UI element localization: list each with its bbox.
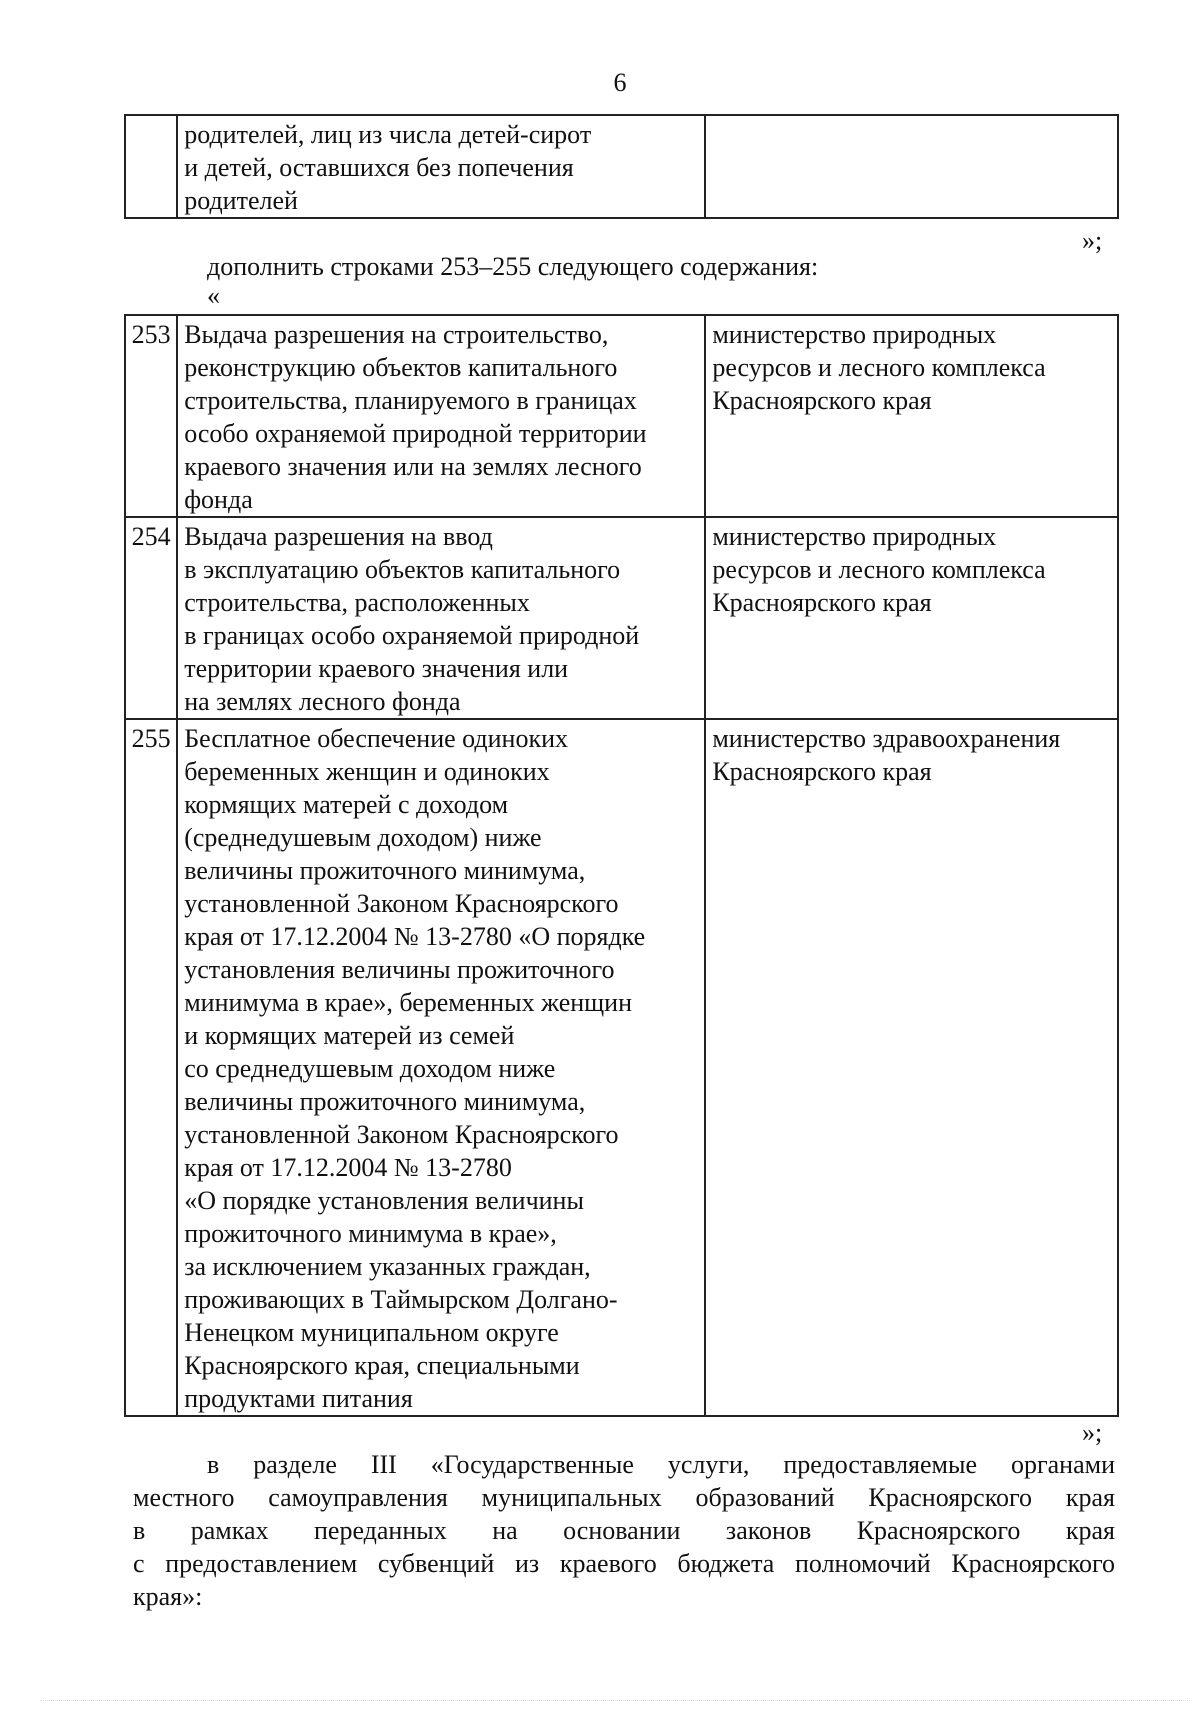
- service-cell: [177, 315, 705, 517]
- service-line: продуктами питания: [184, 1384, 413, 1413]
- page-number: 6: [613, 68, 627, 97]
- service-line: Красноярского края, специальными: [184, 1351, 580, 1380]
- service-line: установленной Законом Красноярского: [184, 1120, 619, 1149]
- opening-quote: «: [207, 281, 220, 310]
- organization-line: министерство природных: [712, 320, 997, 349]
- organization-line: Красноярского края: [712, 386, 932, 415]
- organization-cell: [705, 115, 1118, 218]
- service-line: фонда: [184, 485, 253, 514]
- service-line: (среднедушевым доходом) ниже: [184, 823, 542, 852]
- service-line: краевого значения или на землях лесного: [184, 452, 642, 481]
- table-row: [125, 719, 1118, 1416]
- section-paragraph: [133, 1448, 1115, 1613]
- service-line: на землях лесного фонда: [184, 687, 461, 716]
- organization-line: ресурсов и лесного комплекса: [712, 555, 1046, 584]
- service-line: родителей, лиц из числа детей-сирот: [184, 120, 592, 149]
- service-line: величины прожиточного минимума,: [184, 1087, 586, 1116]
- row-number-cell: 255: [125, 719, 177, 1416]
- service-line: особо охраняемой природной территории: [184, 419, 647, 448]
- service-line: кормящих матерей с доходом: [184, 790, 509, 819]
- service-cell: [177, 115, 705, 218]
- paragraph-line: с предоставлением субвенций из краевого бюджета полномочий Красноярского: [133, 1549, 1115, 1578]
- table-row: [125, 115, 1118, 218]
- service-line: проживающих в Таймырском Долгано-: [184, 1285, 618, 1314]
- service-line: и кормящих матерей из семей: [184, 1021, 515, 1050]
- service-line: строительства, расположенных: [184, 588, 530, 617]
- service-line: Бесплатное обеспечение одиноких: [184, 724, 569, 753]
- paragraph-line: края»:: [133, 1582, 203, 1611]
- service-line: реконструкцию объектов капитального: [184, 353, 618, 382]
- service-line: за исключением указанных граждан,: [184, 1252, 591, 1281]
- scan-artifact: [40, 1700, 1190, 1707]
- service-line: строительства, планируемого в границах: [184, 386, 637, 415]
- table-row: [125, 315, 1118, 517]
- paragraph-line: в рамках переданных на основании законов Красноярского края: [133, 1516, 1115, 1545]
- organization-line: министерство здравоохранения: [712, 724, 1061, 753]
- organization-cell: [705, 315, 1118, 517]
- row-number-cell: 253: [125, 315, 177, 517]
- service-line: величины прожиточного минимума,: [184, 856, 586, 885]
- service-line: минимума в крае», беременных женщин: [184, 988, 632, 1017]
- service-line: в границах особо охраняемой природной: [184, 621, 640, 650]
- service-line: беременных женщин и одиноких: [184, 757, 550, 786]
- service-line: установленной Законом Красноярского: [184, 889, 619, 918]
- closing-quote: »;: [1082, 226, 1103, 255]
- service-line: прожиточного минимума в крае»,: [184, 1219, 557, 1248]
- intro-text: дополнить строками 253–255 следующего содержания:: [207, 252, 819, 281]
- service-line: края от 17.12.2004 № 13-2780: [184, 1153, 512, 1182]
- service-line: родителей: [184, 186, 298, 215]
- organization-line: Красноярского края: [712, 588, 932, 617]
- service-line: Ненецком муниципальном округе: [184, 1318, 559, 1347]
- service-cell: [177, 517, 705, 719]
- service-line: Выдача разрешения на строительство,: [184, 320, 609, 349]
- service-line: в эксплуатацию объектов капитального: [184, 555, 621, 584]
- service-line: края от 17.12.2004 № 13-2780 «О порядке: [184, 922, 646, 951]
- organization-line: Красноярского края: [712, 757, 932, 786]
- service-line: территории краевого значения или: [184, 654, 569, 683]
- service-line: и детей, оставшихся без попечения: [184, 153, 574, 182]
- service-line: Выдача разрешения на ввод: [184, 522, 493, 551]
- closing-quote: »;: [1082, 1418, 1103, 1447]
- organization-cell: [705, 517, 1118, 719]
- row-number-cell: [125, 115, 177, 218]
- table-row: [125, 517, 1118, 719]
- paragraph-line: местного самоуправления муниципальных образований Красноярского края: [133, 1483, 1115, 1512]
- organization-cell: [705, 719, 1118, 1416]
- organization-line: ресурсов и лесного комплекса: [712, 353, 1046, 382]
- organization-line: министерство природных: [712, 522, 997, 551]
- service-cell: [177, 719, 705, 1416]
- continuation-table: [124, 114, 1119, 219]
- service-line: установления величины прожиточного: [184, 955, 615, 984]
- service-line: «О порядке установления величины: [184, 1186, 584, 1215]
- service-line: со среднедушевым доходом ниже: [184, 1054, 556, 1083]
- row-number-cell: 254: [125, 517, 177, 719]
- paragraph-line: в разделе III «Государственные услуги, предоставляемые органами: [207, 1450, 1115, 1479]
- services-table: [124, 314, 1119, 1417]
